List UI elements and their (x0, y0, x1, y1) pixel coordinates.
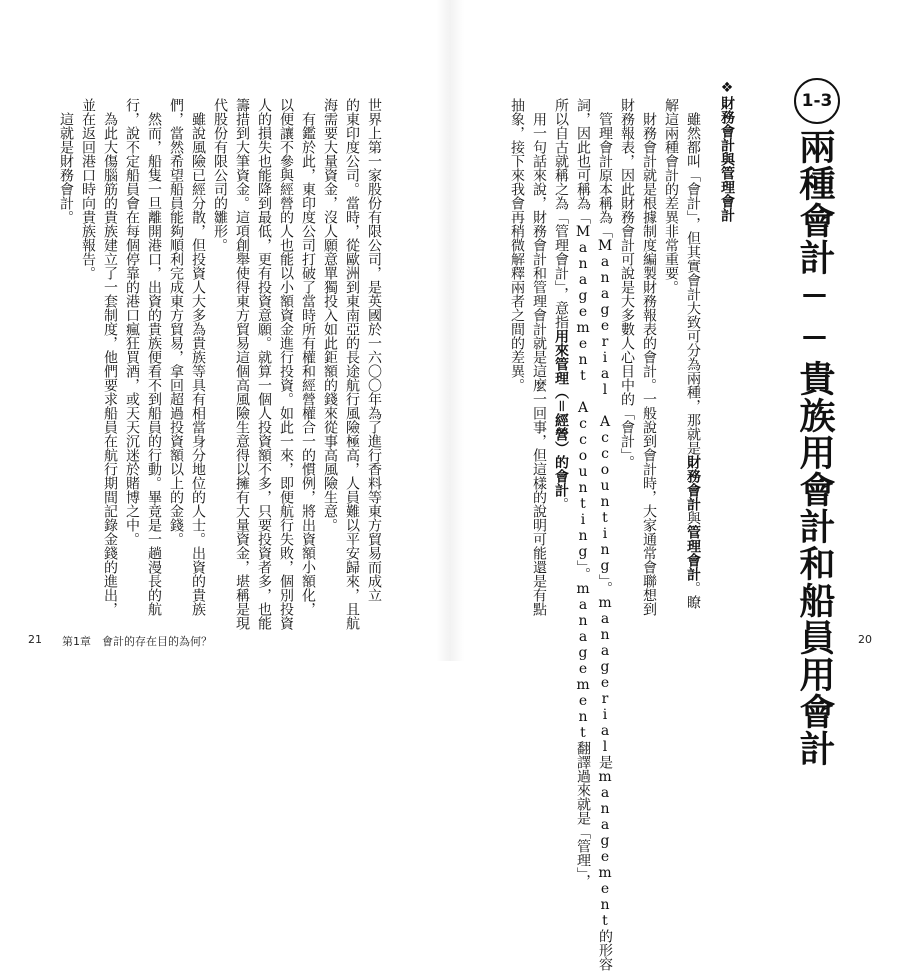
section-title: 兩種會計──貴族用會計和船員用會計 (794, 128, 835, 767)
body-line: 人的損失也能降到最低，更有投資意願。就算一個人投資額不多，只要投資者多，也能 (256, 98, 272, 630)
body-line: 雖然都叫「會計」，但其實會計大致可分為兩種，那就是財務會計與管理會計。瞭 (685, 98, 701, 609)
body-line: 行，說不定船員會在每個停靠的港口瘋狂買酒，或天天沉迷於賭博之中。 (124, 98, 140, 546)
body-line: 抽象，接下來我會再稍微解釋兩者之間的差異。 (509, 98, 525, 392)
body-line: 代股份有限公司的雛形。 (212, 98, 228, 252)
subheading-text: 財務會計與管理會計 (719, 96, 735, 222)
body-line: 的東印度公司。當時，從歐洲到東南亞的長途航行風險極高，人員難以平安歸來，且航 (344, 98, 360, 630)
body-line: 財務會計就是根據制度編製財務報表的會計。一般說到會計時，大家通常會聯想到 (641, 98, 657, 616)
body-line: 詞，因此也可稱為「Management Accounting」。management翻譯過來就是「管理」， (575, 98, 591, 888)
left-page (0, 0, 450, 661)
body-line: 並在返回港口時向貴族報告。 (80, 98, 96, 280)
body-line: 世界上第一家股份有限公司，是英國於一六〇〇年為了進行香料等東方貿易而成立 (366, 98, 382, 602)
running-head: 第1章 會計的存在目的為何？ (62, 635, 212, 648)
body-line: 海需要大量資金，沒人願意單獨投入如此鉅額的錢來從事高風險生意。 (322, 98, 338, 532)
page-number: 20 (858, 633, 872, 646)
body-line: 用一句話來說，財務會計和管理會計就是這麼一回事，但這樣的說明可能還是有點 (531, 98, 547, 616)
section-number-badge: 1-3 (794, 78, 840, 124)
page-number: 21 (28, 633, 42, 646)
body-line: 解這兩種會計的差異非常重要。 (663, 98, 679, 294)
body-line: 這就是財務會計。 (58, 98, 74, 224)
body-line: 所以自古就稱之為「管理會計」，意指用來管理（＝經營）的會計。 (553, 98, 569, 511)
body-line: 為此大傷腦筋的貴族建立了一套制度，他們要求船員在航行期間記錄金錢的進出， (102, 98, 118, 616)
diamond-icon: ❖ (719, 80, 735, 96)
body-line: 然而，船隻一旦離開港口，出資的貴族便看不到船員的行動。畢竟是一趟漫長的航 (146, 98, 162, 616)
body-line: 管理會計原本稱為「Managerial Accounting」。managerial是management的形容 (597, 98, 613, 971)
body-line: 以便讓不參與經營的人也能以小額資金進行投資。如此一來，即便航行失敗，個別投資 (278, 98, 294, 630)
right-page (450, 0, 900, 971)
subheading (720, 80, 734, 222)
body-line: 雖說風險已經分散，但投資人大多為貴族等具有相當身分地位的人士。出資的貴族 (190, 98, 206, 616)
body-line: 們，當然希望船員能夠順利完成東方貿易，拿回超過投資額以上的金錢。 (168, 98, 184, 546)
body-line: 財務報表，因此財務會計可說是大多數人心目中的「會計」。 (619, 98, 635, 469)
body-line: 有鑑於此，東印度公司打破了當時所有權和經營權合一的慣例，將出資額小額化， (300, 98, 316, 616)
body-line: 籌措到大筆資金。這項創舉使得東方貿易這個高風險生意得以擁有大量資金，堪稱是現 (234, 98, 250, 630)
